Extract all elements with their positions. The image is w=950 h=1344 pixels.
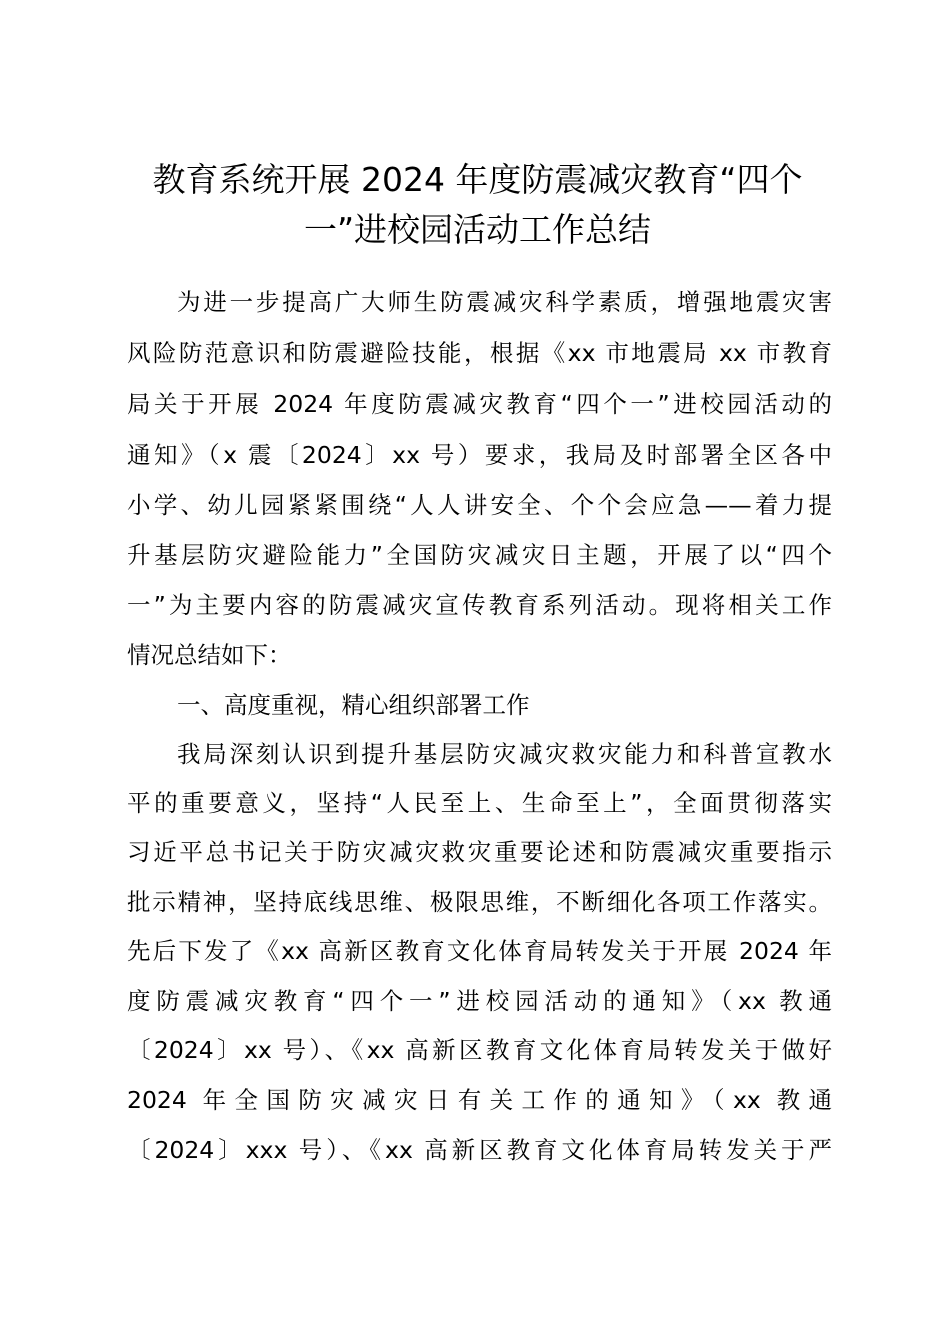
body-line: 升基层防灾避险能力”全国防灾减灾日主题，开展了以“四个 <box>127 541 832 569</box>
body-line: 一”为主要内容的防震减灾宣传教育系列活动。现将相关工作 <box>127 591 832 619</box>
body-line: 通知》（x 震〔2024〕xx 号）要求，我局及时部署全区各中 <box>127 441 832 469</box>
body-line: 我局深刻认识到提升基层防灾减灾救灾能力和科普宣教水 <box>177 740 832 768</box>
body-line: 2024 年全国防灾减灾日有关工作的通知》（xx 教通 <box>127 1086 832 1114</box>
body-line: 〔2024〕xxx 号）、《xx 高新区教育文化体育局转发关于严 <box>127 1136 832 1164</box>
body-line: 习近平总书记关于防灾减灾救灾重要论述和防震减灾重要指示 <box>127 838 832 866</box>
document-title-line-2: 一”进校园活动工作总结 <box>303 210 652 249</box>
body-line: 风险防范意识和防震避险技能，根据《xx 市地震局 xx 市教育 <box>127 339 832 367</box>
body-line: 批示精神，坚持底线思维、极限思维，不断细化各项工作落实。 <box>127 888 832 916</box>
body-line: 度防震减灾教育“四个一”进校园活动的通知》（xx 教通 <box>127 987 832 1015</box>
body-line: 平的重要意义，坚持“人民至上、生命至上”，全面贯彻落实 <box>127 789 832 817</box>
section-heading: 一、高度重视，精心组织部署工作 <box>177 691 530 719</box>
document-title-line-1: 教育系统开展 2024 年度防震减灾教育“四个 <box>152 160 803 199</box>
body-line: 先后下发了《xx 高新区教育文化体育局转发关于开展 2024 年 <box>127 937 832 965</box>
body-line: 为进一步提高广大师生防震减灾科学素质，增强地震灾害 <box>177 288 832 316</box>
body-line: 情况总结如下： <box>127 641 292 669</box>
body-line: 〔2024〕xx 号）、《xx 高新区教育文化体育局转发关于做好 <box>127 1036 832 1064</box>
body-line: 小学、幼儿园紧紧围绕“人人讲安全、个个会应急——着力提 <box>127 491 832 519</box>
body-line: 局关于开展 2024 年度防震减灾教育“四个一”进校园活动的 <box>127 390 832 418</box>
